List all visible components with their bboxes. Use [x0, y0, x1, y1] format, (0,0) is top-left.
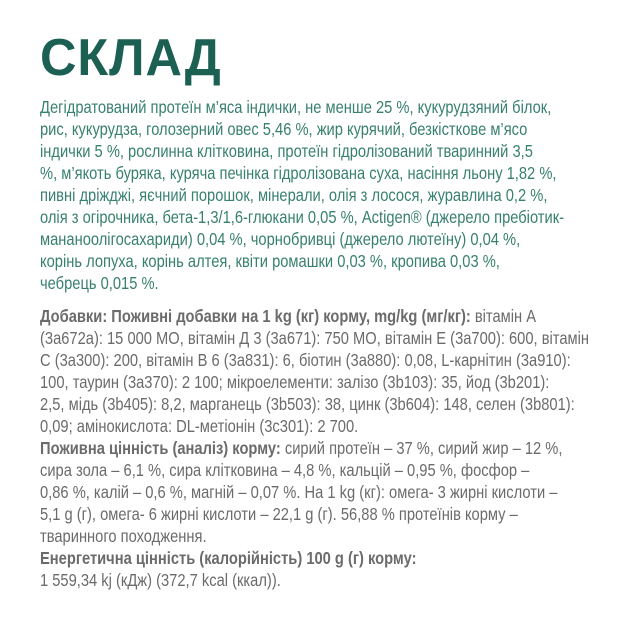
text-line: мананоолігосахариди) 0,04 %, чорнобривці (джерело лютеїну) 0,04 %, — [40, 229, 521, 249]
text-line: 100, таурин (3а370): 2 100; мікроелементи: залізо (3b103): 35, йод (3b201): — [40, 372, 550, 392]
bold-label: Енергетична цінність (калорійність) 100 g (г) корму: — [40, 548, 417, 568]
text-line: 0,09; амінокислота: DL-метіонін (3с301): 2 700. — [40, 416, 359, 436]
text-line: тваринного походження. — [40, 526, 207, 546]
text-line: пивні дріжджі, яєчний порошок, мінерали, олія з лосося, журавлина 0,2 %, — [40, 185, 548, 205]
text-line: рис, кукурудза, голозерний овес 5,46 %, жир курячий, безкісткове м’ясо — [40, 119, 528, 139]
text-line: (3а672а): 15 000 МО, вітамін Д 3 (3а671): 750 МО, вітамін Е (3а700): 600, вітамін — [40, 328, 590, 348]
text-line: 1 559,34 kj (кДж) (372,7 kcal (ккал)). — [40, 570, 281, 590]
bold-label: Поживна цінність (аналіз) корму: — [40, 438, 281, 458]
text-line: Добавки: Поживні добавки на 1 kg (кг) корму, mg/kg (мг/кг): вітамін А — [40, 306, 537, 326]
section-additives — [40, 305, 590, 437]
text-line: 0,86 %, калій – 0,6 %, магній – 0,07 %. На 1 kg (кг): омега- 3 жирні кислоти – — [40, 482, 558, 502]
text-line: %, м’якоть буряка, куряча печінка гідролізована суха, насіння льону 1,82 %, — [40, 163, 557, 183]
text-line: індички 5 %, рослинна клітковина, протеїн гідролізований тваринний 3,5 — [40, 141, 533, 161]
text-line: корінь лопуха, корінь алтея, квіти ромашки 0,03 %, кропива 0,03 %, — [40, 251, 500, 271]
text-line: олія з огірочника, бета-1,3/1,6-глюкани 0,05 %, Actigen® (джерело пребіотик- — [40, 207, 565, 227]
bold-label: Добавки: Поживні добавки на 1 kg (кг) корму, mg/kg (мг/кг): — [40, 306, 471, 326]
text-line: 5,1 g (г), омега- 6 жирні кислоти – 22,1 g (г). 56,88 % протеїнів корму – — [40, 504, 518, 524]
composition-sections — [40, 96, 630, 591]
section-energy-value — [40, 547, 536, 591]
text-line — [40, 547, 536, 569]
section-nutrition-analysis — [40, 437, 563, 547]
text-line: чебрець 0,015 %. — [40, 273, 159, 293]
text-line: С (3а300): 200, вітамін В 6 (3а831): 6, біотин (3а880): 0,08, L-карнітин (3а910): — [40, 350, 571, 370]
text-line: Дегідратований протеїн м’яса індички, не менше 25 %, кукурудзяний білок, — [40, 97, 552, 117]
text-line: сира зола – 6,1 %, сира клітковина – 4,8 %, кальцій – 0,95 %, фосфор – — [40, 460, 530, 480]
section-composition — [40, 96, 565, 294]
text-line: 2,5, мідь (3b405): 8,2, марганець (3b503): 38, цинк (3b604): 148, селен (3b801): — [40, 394, 575, 414]
text-line: Поживна цінність (аналіз) корму: сирий протеїн – 37 %, сирий жир – 12 %, — [40, 438, 563, 458]
page-title: СКЛАД — [40, 29, 222, 87]
